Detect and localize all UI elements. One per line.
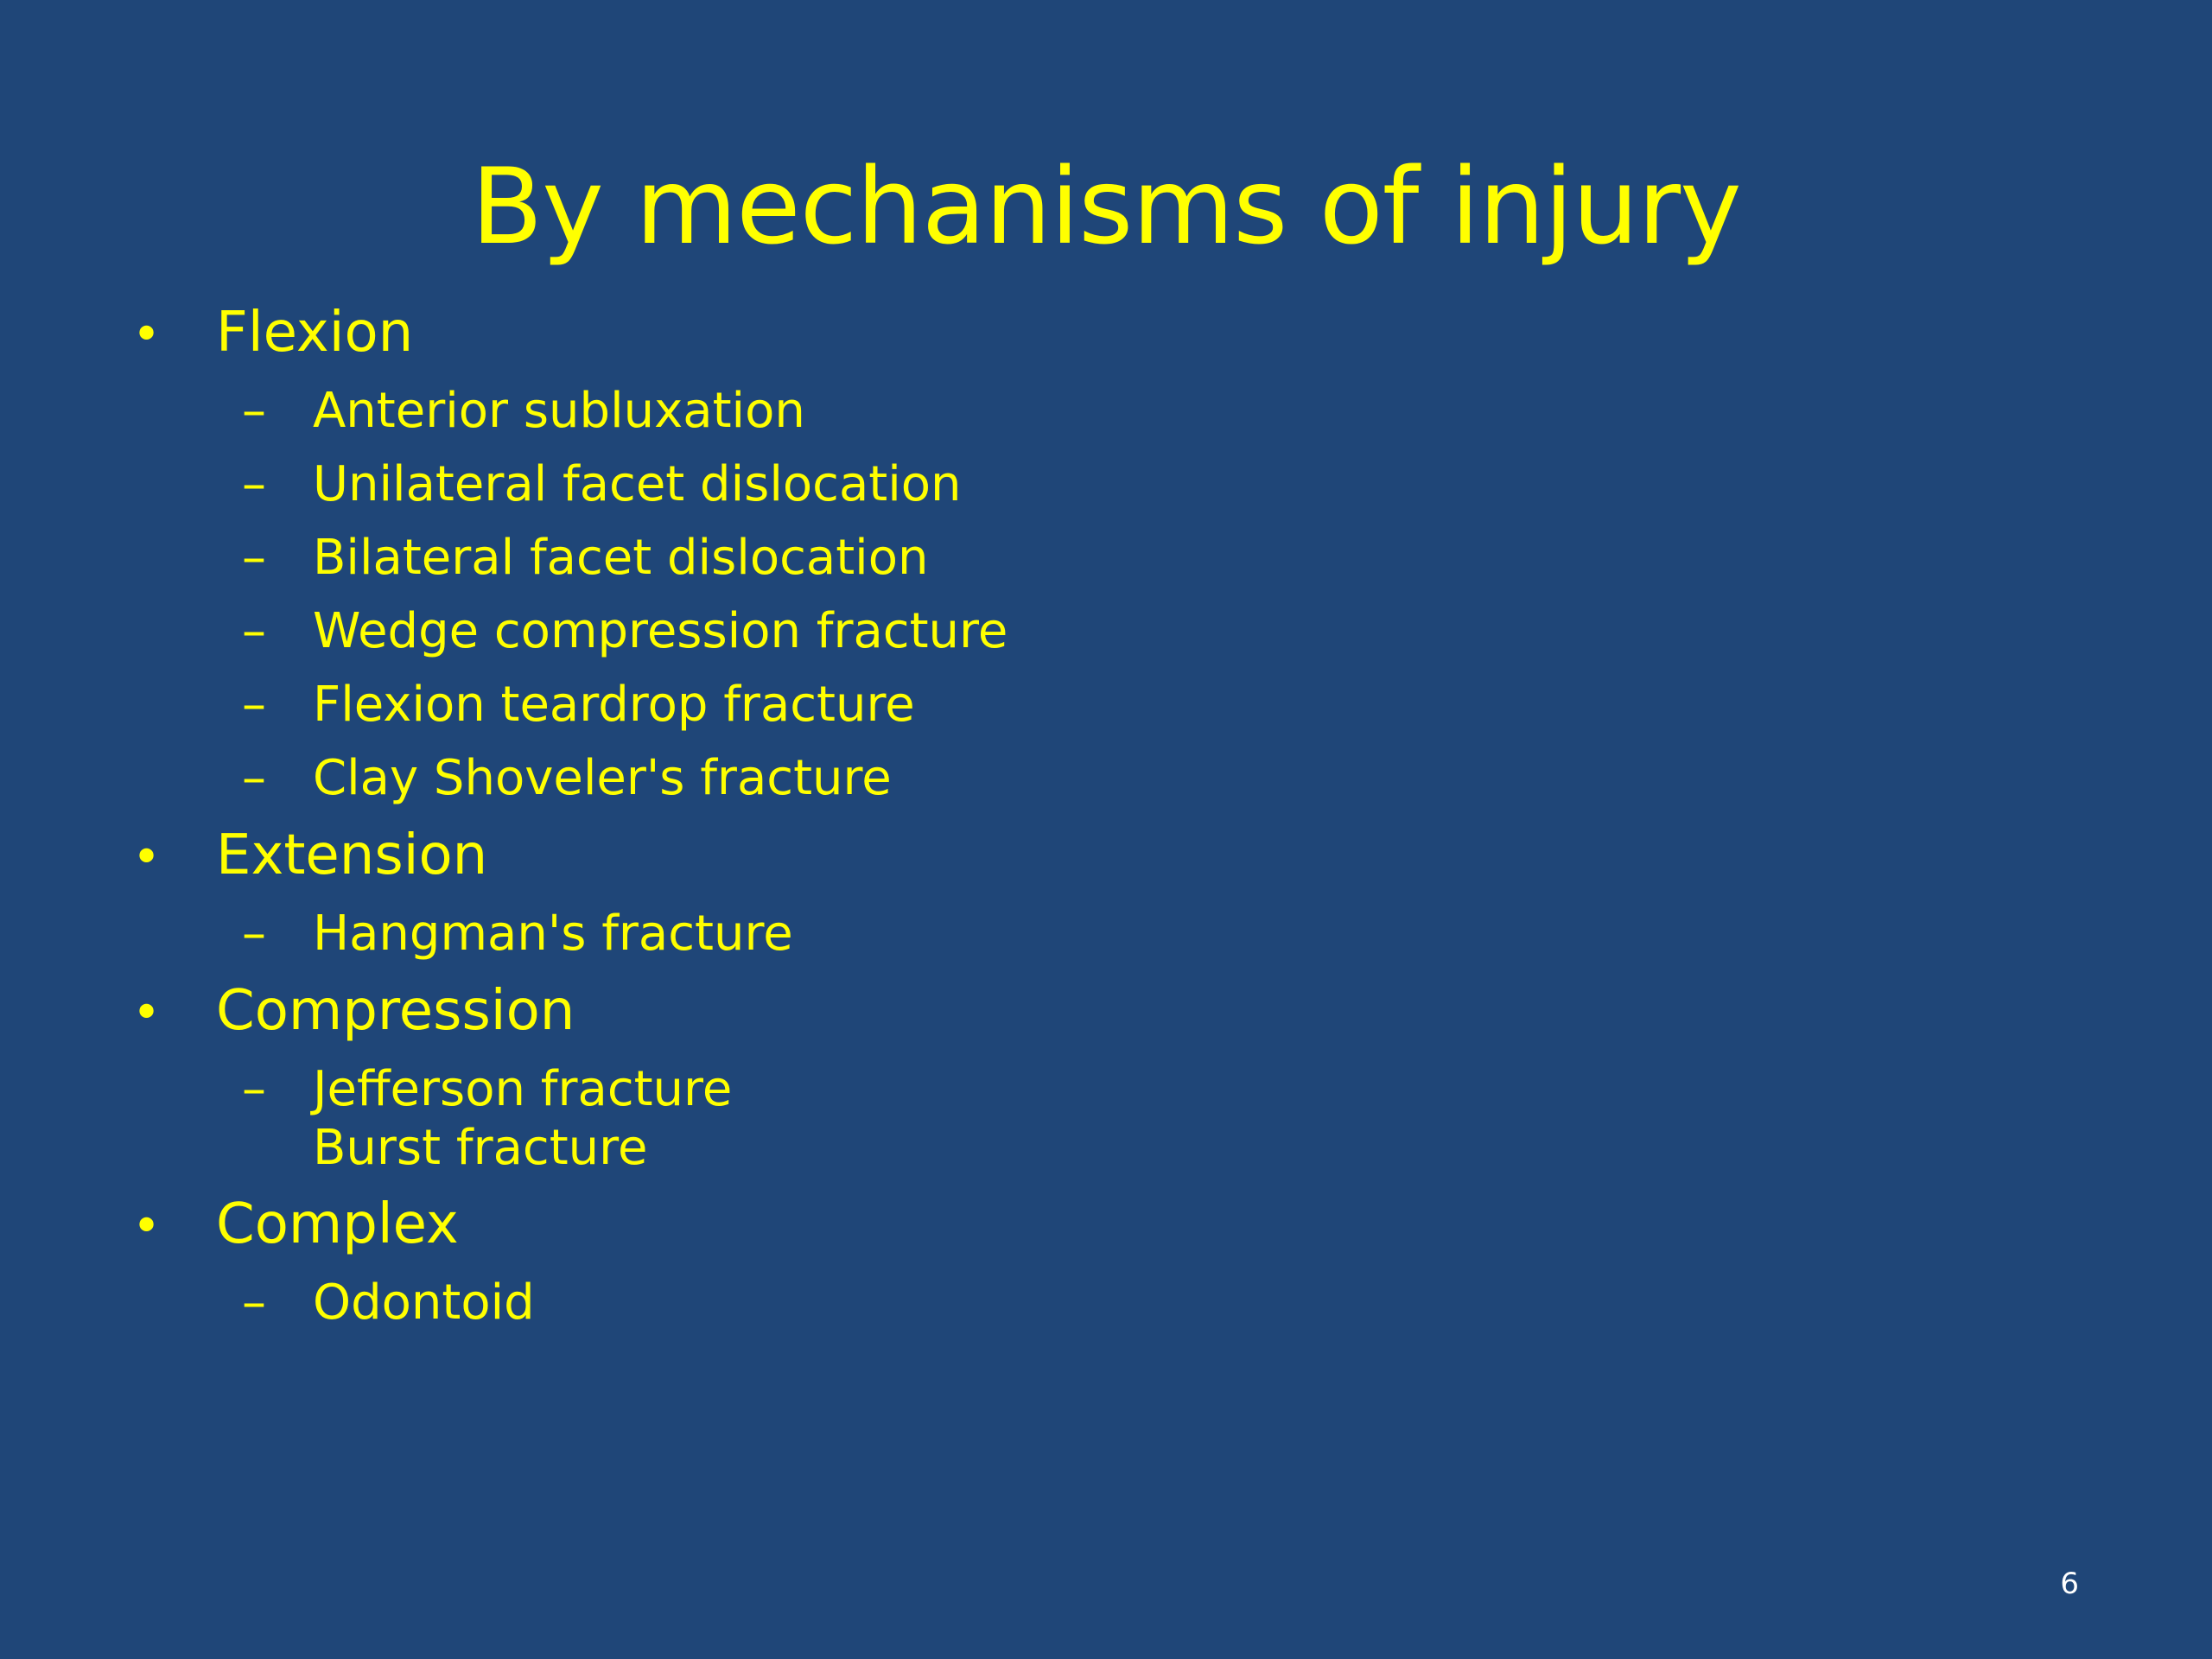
dash-icon: – bbox=[242, 603, 266, 659]
dash-icon: – bbox=[242, 677, 266, 733]
bullet-icon: • bbox=[132, 830, 162, 886]
list-item: Odontoid bbox=[313, 1274, 535, 1331]
list-item: Flexion teardrop fracture bbox=[313, 677, 915, 733]
category-extension: Extension bbox=[216, 823, 488, 887]
list-item: Anterior subluxation bbox=[313, 383, 805, 439]
dash-icon: – bbox=[242, 383, 266, 439]
list-item: Bilateral facet dislocation bbox=[313, 530, 929, 586]
bullet-icon: • bbox=[132, 985, 162, 1041]
category-flexion: Flexion bbox=[216, 301, 414, 365]
list-item: Clay Shoveler's fracture bbox=[313, 750, 892, 806]
list-item: Unilateral facet dislocation bbox=[313, 456, 962, 512]
dash-icon: – bbox=[242, 906, 266, 962]
slide-title: By mechanisms of injury bbox=[471, 146, 1741, 268]
list-item: Hangman's fracture bbox=[313, 906, 793, 962]
list-item: Wedge compression fracture bbox=[313, 603, 1008, 659]
category-compression: Compression bbox=[216, 979, 575, 1043]
category-complex: Complex bbox=[216, 1192, 459, 1256]
dash-icon: – bbox=[242, 456, 266, 512]
bullet-icon: • bbox=[132, 1198, 162, 1255]
dash-icon: – bbox=[242, 530, 266, 586]
list-item: Burst fracture bbox=[313, 1120, 648, 1176]
page-number: 6 bbox=[2060, 1567, 2079, 1601]
dash-icon: – bbox=[242, 750, 266, 806]
bullet-icon: • bbox=[132, 307, 162, 363]
list-item: Jefferson fracture bbox=[313, 1061, 733, 1117]
dash-icon: – bbox=[242, 1274, 266, 1331]
dash-icon: – bbox=[242, 1061, 266, 1117]
